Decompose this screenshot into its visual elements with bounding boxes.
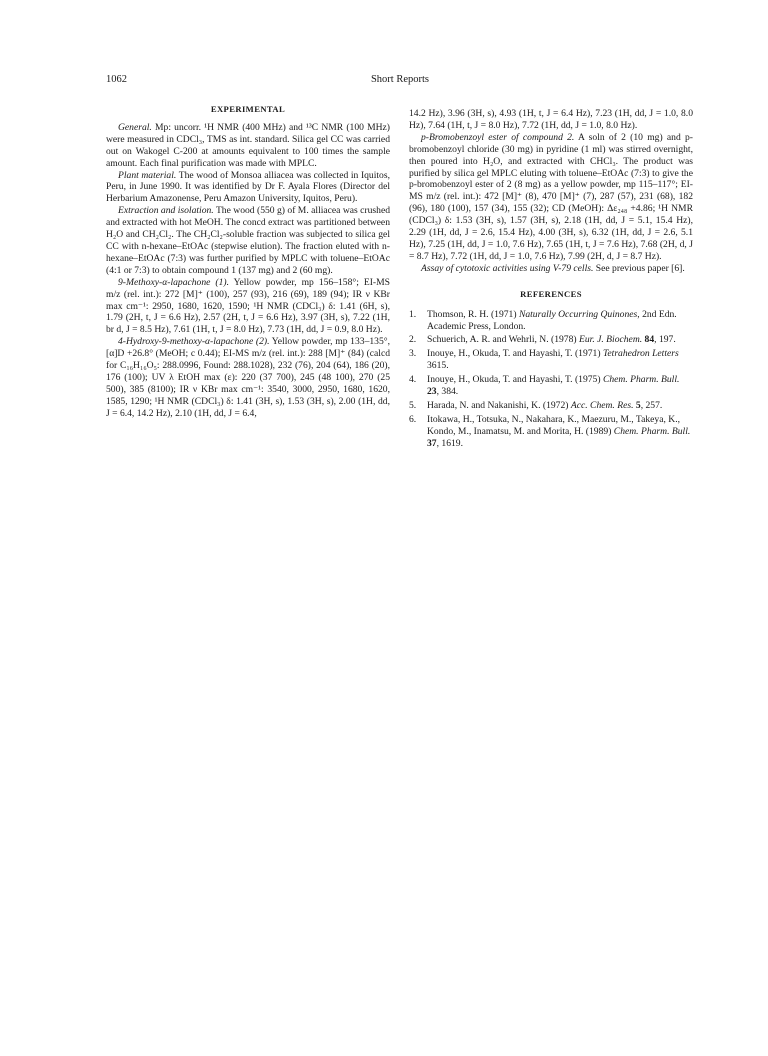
paragraph-bromobenzoyl-ester [409,132,693,263]
reference-number: 5. [409,399,417,411]
reference-item [409,309,693,333]
reference-authors: Itokawa, H., Totsuka, N., Nakahara, K., Maezuru, M., Takeya, K., Kondo, M., Inamatsu, M. and Morita, H. (1989) [427,413,680,437]
paragraph-text: The wood (550 g) of M. alliacea was crushed and extracted with hot MeOH. The concd extract was partitioned between H₂O and CH₂Cl₂. The CH₂Cl₂-soluble fraction was subjected to silica gel CC with n-hexane–EtOAc (stepwise elution). The fraction eluted with n-hexane–EtOAc (7:3) was further purified by MPLC with toluene–EtOAc (4:1 or 7:3) to obtain compound 1 (137 mg) and 2 (60 mg). [106,205,391,276]
paragraph-text: Mp: uncorr. ¹H NMR (400 MHz) and ¹³C NMR (100 MHz) were measured in CDCl₃, TMS as int. standard. Silica gel CC was carried out on Wakogel C-200 at amounts equivalent to 100 times the sample amount. Each final purification was made with MPLC. [106,121,390,169]
paragraph-compound-1 [106,277,390,337]
reference-authors: Inouye, H., Okuda, T. and Hayashi, T. (1971) [427,348,603,360]
paragraph-text: Yellow powder, mp 156–158°; EI-MS m/z (rel. int.): 272 [M]⁺ (100), 257 (93), 216 (69), 189 (94); IR ν KBr max cm⁻¹: 2950, 1680, 1620, 1590; ¹H NMR (CDCl₃) δ: 1.41 (6H, s), 1.79 (2H, t, J = 6.6 Hz), 2.57 (2H, t, J = 6.6 Hz), 3.97 (3H, s), 7.22 (1H, br d, J = 8.5 Hz), 7.61 (1H, t, J = 8.0 Hz), 7.73 (1H, dd, J = 0.9, 8.0 Hz). [106,276,390,336]
reference-rest: , 1619. [436,437,463,449]
reference-authors: Thomson, R. H. (1971) [427,308,519,320]
reference-number: 6. [409,413,417,425]
reference-journal: Acc. Chem. Res. [570,399,634,411]
reference-journal: Tetrahedron Letters [602,348,679,360]
paragraph-text: The wood of Monsoa alliacea was collected in Iquitos, Peru, in June 1990. It was identified by Dr F. Ayala Flores (Director del Herbarium Amazonense, Peru Amazon University, Iquitos, Peru). [106,169,390,205]
reference-item [409,334,693,346]
page-header [106,74,694,88]
paragraph-lead: Extraction and isolation. [118,205,214,217]
paragraph-extraction [106,205,390,276]
reference-item [409,400,693,412]
reference-number: 4. [409,374,417,386]
paragraph-plant-material [106,170,390,206]
reference-volume: 37 [427,437,437,449]
paragraph-lead: p-Bromobenzoyl ester of compound 2. [421,131,575,143]
paragraph-assay [409,263,693,275]
reference-authors: Harada, N. and Nakanishi, K. (1972) [427,399,571,411]
reference-rest: , 257. [640,399,663,411]
running-title: Short Reports [370,74,430,85]
reference-volume: 5 [633,399,641,411]
page-number: 1062 [106,74,127,85]
reference-journal: Chem. Pharm. Bull. [613,425,691,437]
reference-rest: , 384. [436,386,459,398]
paragraph-lead: Assay of cytotoxic activities using V-79 cells. [421,262,594,274]
reference-authors: Inouye, H., Okuda, T. and Hayashi, T. (1975) [427,374,603,386]
paragraph-lead: 4-Hydroxy-9-methoxy-α-lapachone (2). [118,336,270,348]
reference-journal: Chem. Pharm. Bull. [602,374,680,386]
reference-journal: Naturally Occurring Quinones [518,308,638,320]
reference-volume: 84 [642,334,655,346]
paragraph-text: A soln of 2 (10 mg) and p-bromobenzoyl chloride (30 mg) in pyridine (1 ml) was stirred overnight, then poured into H₂O, and extracted with CHCl₃. The product was purified by silica gel MPLC eluting with toluene–EtOAc (7:3) to give the p-bromobenzoyl ester of 2 (8 mg) as a yellow powder, mp 115–117°; EI-MS m/z (rel. int.): 472 [M]⁺ (8), 470 [M]⁺ (7), 287 (57), 231 (68), 182 (96), 180 (100), 157 (34), 155 (32); CD (MeOH): Δε₂₄₈ +4.86; ¹H NMR (CDCl₃) δ: 1.53 (3H, s), 1.57 (3H, s), 2.18 (1H, dd, J = 5.1, 15.4 Hz), 2.29 (1H, dd, J = 2.6, 15.4 Hz), 4.00 (3H, s), 6.32 (1H, dd, J = 2.6, 5.1 Hz), 7.25 (1H, dd, J = 1.0, 7.6 Hz), 7.65 (1H, t, J = 7.6 Hz), 7.68 (2H, d, J = 8.7 Hz), 7.72 (1H, dd, J = 1.0, 7.6 Hz), 7.99 (2H, d, J = 8.7 Hz). [409,131,693,262]
reference-journal: Eur. J. Biochem. [579,334,643,346]
paragraph-continuation: 14.2 Hz), 3.96 (3H, s), 4.93 (1H, t, J = 6.4 Hz), 7.23 (1H, dd, J = 1.0, 8.0 Hz), 7.64 (1H, t, J = 8.0 Hz), 7.72 (1H, dd, J = 1.0, 8.0 Hz). [409,108,693,131]
paragraph-lead: General. [118,121,152,133]
reference-item [409,374,693,398]
reference-rest: , 2nd Edn. Academic Press, London. [427,308,677,332]
reference-item [409,348,693,372]
reference-number: 1. [409,308,417,320]
right-column [409,108,693,452]
paragraph-lead: Plant material. [118,169,177,181]
left-column [106,104,390,420]
reference-authors: Schuerich, A. R. and Wehrli, N. (1978) [427,334,579,346]
reference-list [409,309,693,450]
reference-number: 2. [409,334,417,346]
paragraph-lead: 9-Methoxy-α-lapachone (1). [118,276,229,288]
paragraph-text: See previous paper [6]. [593,262,685,274]
experimental-heading: EXPERIMENTAL [210,104,286,114]
reference-number: 3. [409,348,417,360]
reference-rest: 3615. [427,360,449,372]
paragraph-text: Yellow powder, mp 133–135°, [α]D +26.8° (MeOH; c 0.44); EI-MS m/z (rel. int.): 288 [M]⁺ (84) (calcd for C₁₆H₁₆O₅: 288.0996, Found: 288.1028), 232 (76), 204 (64), 186 (20), 176 (100); UV λ EtOH max (ε): 220 (37 700), 245 (48 100), 270 (25 500), 385 (8100); IR ν KBr max cm⁻¹: 3540, 3000, 2950, 1680, 1620, 1585, 1290; ¹H NMR (CDCl₃) δ: 1.41 (3H, s), 1.53 (3H, s), 2.00 (1H, dd, J = 6.4, 14.2 Hz), 2.10 (1H, dd, J = 6.4, [106,336,390,419]
paragraph-general [106,122,390,170]
references-heading: REFERENCES [520,288,582,299]
paragraph-compound-2 [106,336,390,419]
reference-volume: 23 [427,386,437,398]
reference-item [409,414,693,450]
reference-rest: , 197. [654,334,676,346]
